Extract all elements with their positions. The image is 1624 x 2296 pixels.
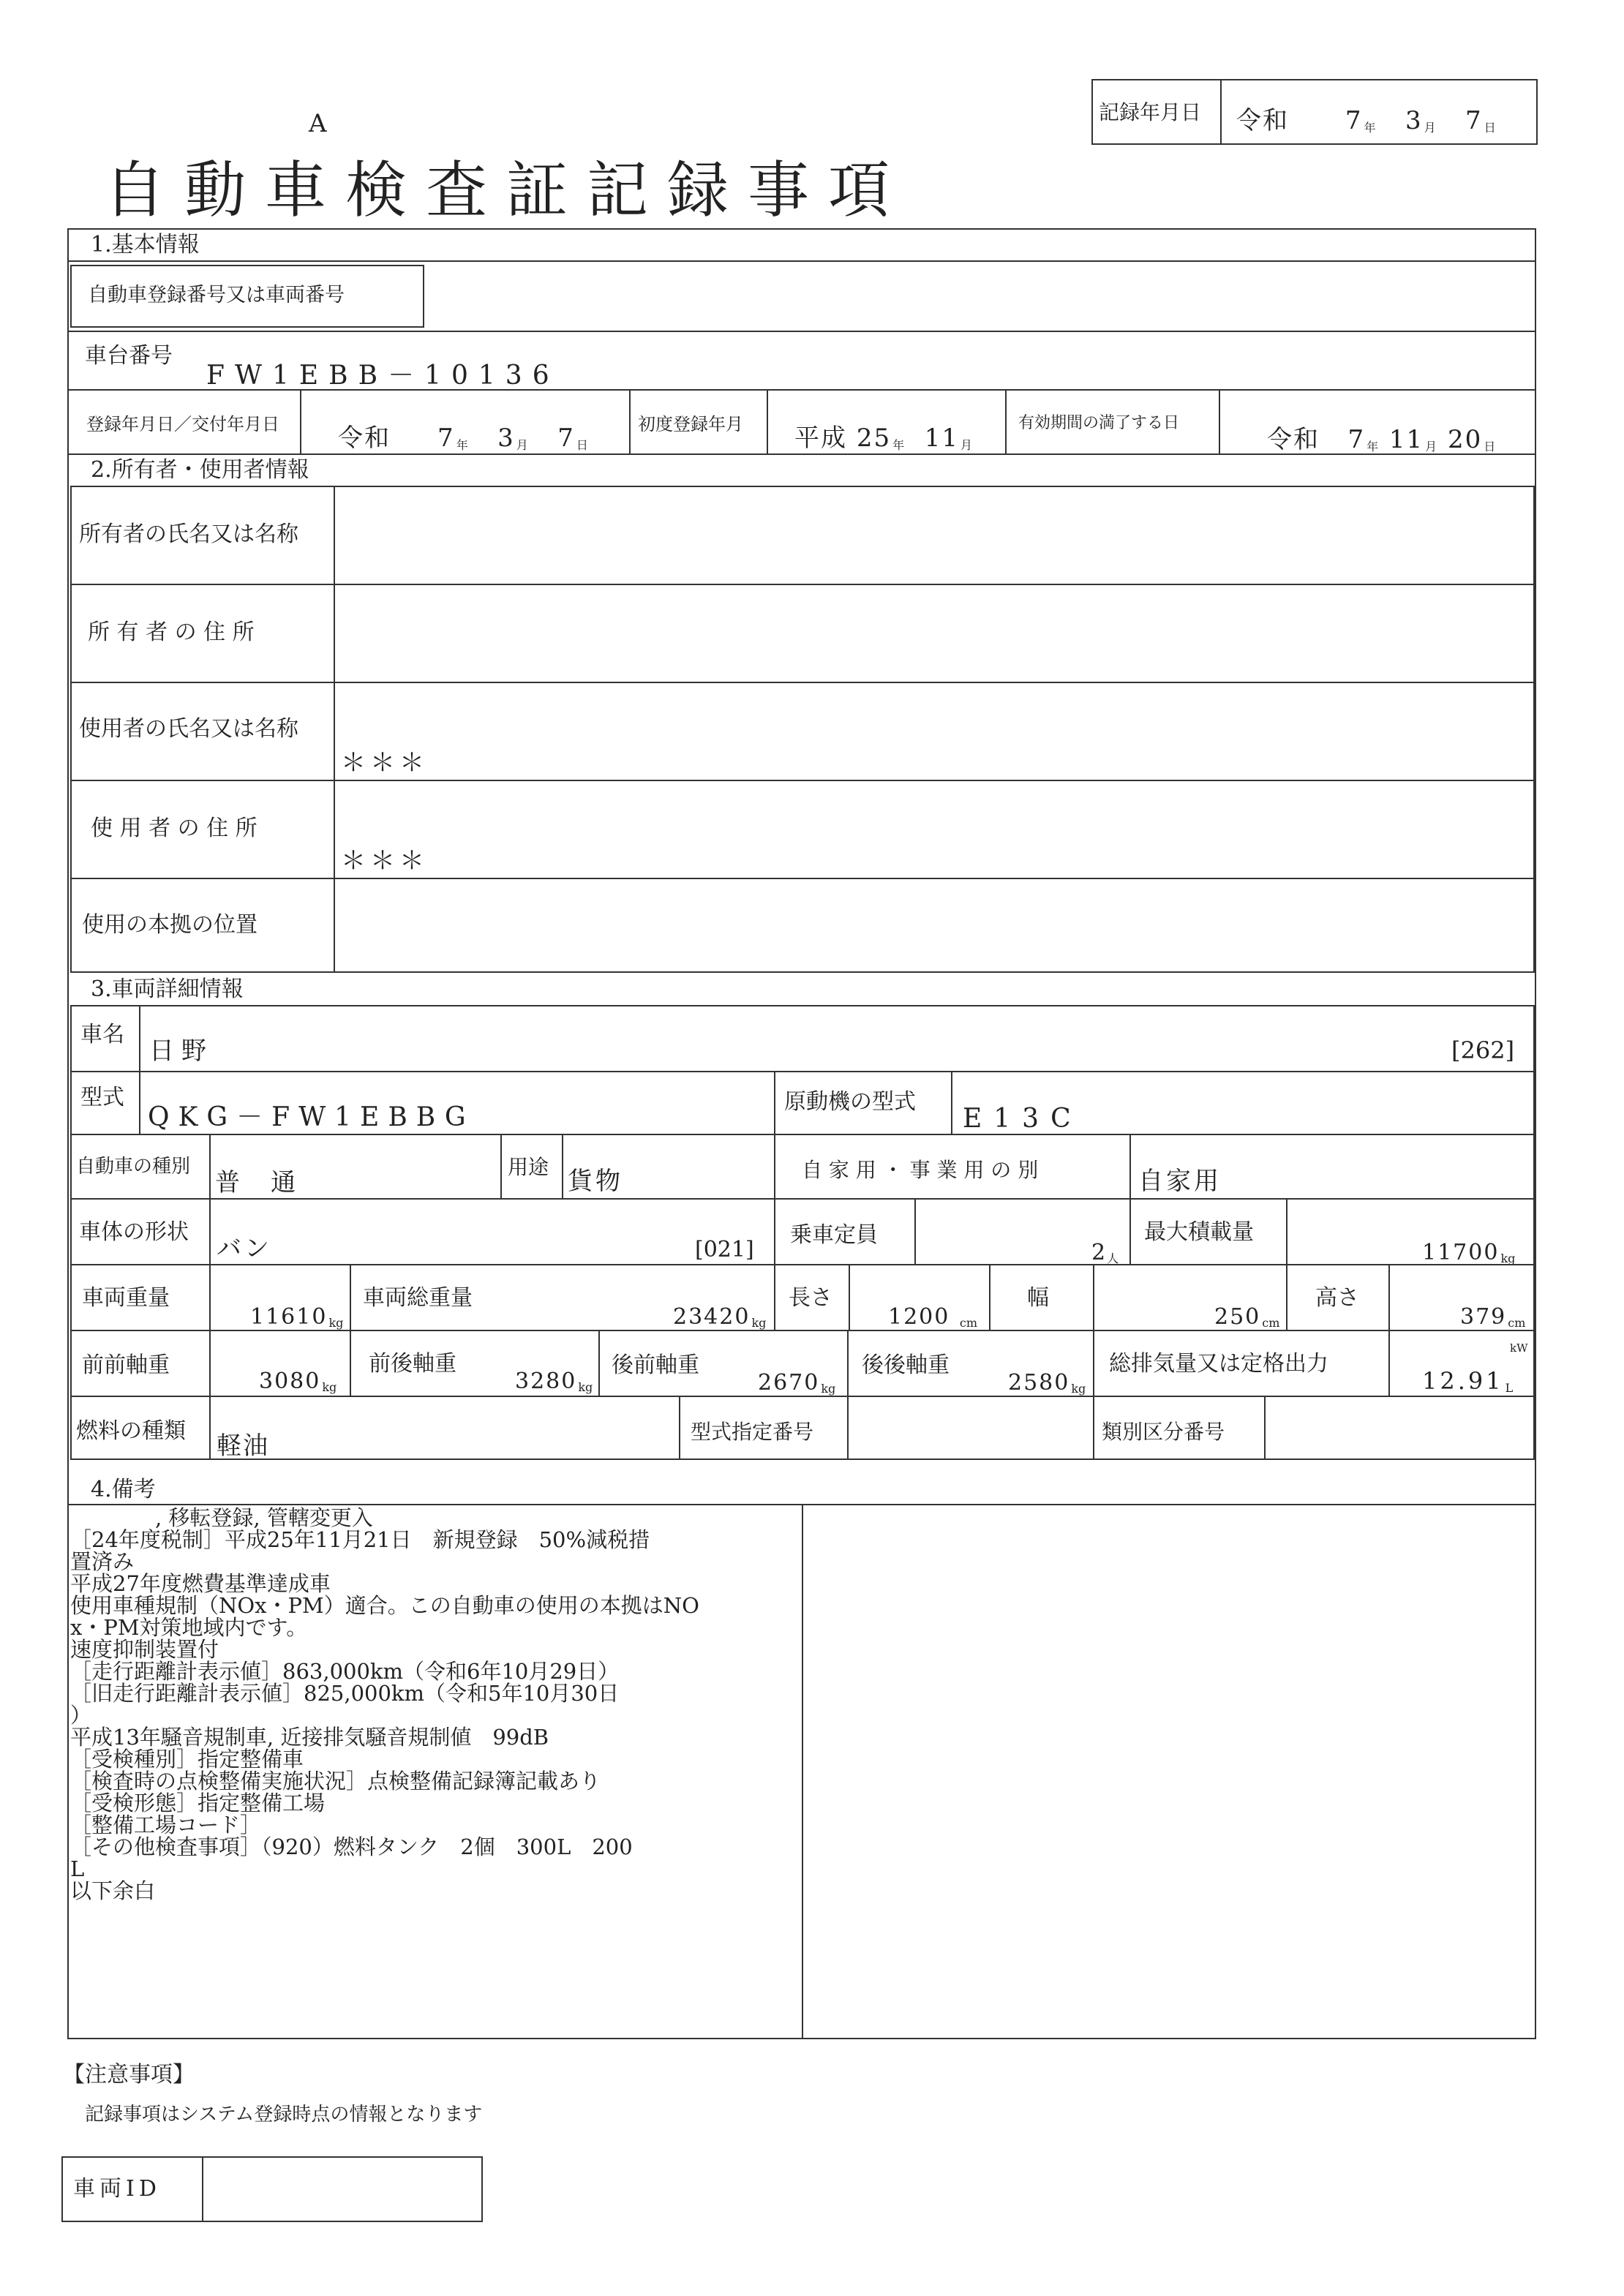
max-load-value: 11700 kg: [1422, 1240, 1516, 1265]
body-shape-label: 車体の形状: [79, 1219, 189, 1245]
chassis-value: FW1EBB－10136: [206, 361, 560, 391]
form-mark: A: [309, 109, 327, 138]
remarks-line: 置済み: [70, 1549, 135, 1574]
width-label: 幅: [1027, 1285, 1049, 1311]
remarks-line: L: [70, 1856, 85, 1881]
rear-front-axle-label: 後前軸重: [612, 1352, 699, 1378]
body-shape-code: [021]: [695, 1237, 754, 1262]
front-front-axle-value: 3080 kg: [259, 1369, 337, 1394]
front-rear-axle-label: 前後軸重: [369, 1351, 456, 1377]
type-designation-label: 型式指定番号: [691, 1420, 814, 1444]
remarks-text: [70, 1507, 802, 1902]
private-business-value: 自家用: [1138, 1167, 1222, 1196]
gross-weight-label: 車両総重量: [363, 1285, 473, 1311]
use-label: 用途: [508, 1155, 549, 1179]
private-business-label: 自 家 用 ・ 事 業 用 の 別: [802, 1158, 1039, 1182]
remarks-line: ）: [70, 1703, 92, 1728]
use-value: 貨物: [568, 1167, 623, 1196]
remarks-line: ［整備工場コード］: [70, 1813, 262, 1837]
remarks-line: ［検査時の点検整備実施状況］点検整備記録簿記載あり: [70, 1769, 601, 1793]
section3-heading: 3.車両詳細情報: [91, 976, 244, 1002]
vehicle-weight-value: 11610 kg: [250, 1304, 344, 1330]
page-title: 自動車検査証記録事項: [104, 154, 909, 226]
expiry-label: 有効期間の満了する日: [1018, 414, 1180, 432]
section1-heading: 1.基本情報: [91, 232, 200, 257]
model-label: 型式: [80, 1085, 124, 1110]
owner-address-label: 所 有 者 の 住 所: [88, 620, 255, 645]
record-date-value: 令和 7 年 3 月 7 日: [1236, 106, 1496, 135]
car-name-value: 日野: [149, 1036, 214, 1066]
height-label: 高さ: [1315, 1285, 1359, 1311]
front-rear-axle-value: 3280 kg: [515, 1369, 593, 1394]
engine-label: 原動機の型式: [784, 1089, 916, 1115]
rear-rear-axle-value: 2580 kg: [1008, 1370, 1086, 1396]
model-value: QKG－FW1EBBG: [148, 1102, 475, 1132]
base-location-label: 使用の本拠の位置: [82, 912, 257, 938]
remarks-line: ［走行距離計表示値］863,000km（令和6年10月29日）: [70, 1659, 620, 1684]
displacement-unit-kw: kW: [1510, 1341, 1528, 1355]
user-address-label: 使 用 者 の 住 所: [91, 816, 257, 841]
height-value: 379 cm: [1460, 1304, 1526, 1330]
user-address-value: ＊＊＊: [341, 846, 429, 876]
gross-weight-value: 23420 kg: [673, 1304, 767, 1330]
length-value: 1200 cm: [888, 1304, 978, 1330]
kind-label: 自動車の種別: [76, 1156, 191, 1178]
capacity-label: 乗車定員: [790, 1222, 878, 1248]
remarks-line: 以下余白: [70, 1878, 156, 1903]
kind-value: 普 通: [215, 1168, 298, 1197]
displacement-value: 12.91 L: [1422, 1367, 1514, 1395]
section2-heading: 2.所有者・使用者情報: [91, 457, 309, 483]
capacity-value: 2 人: [1091, 1240, 1119, 1265]
user-name-label: 使用者の氏名又は名称: [79, 716, 298, 742]
expiry-value: 令和 7 年 11 月 20 日: [1267, 425, 1496, 454]
remarks-line: ［受検種別］指定整備車: [70, 1747, 304, 1772]
fuel-label: 燃料の種類: [76, 1418, 186, 1444]
width-value: 250 cm: [1214, 1304, 1280, 1330]
remarks-line: ［その他検査事項］（920）燃料タンク 2個 300L 200: [70, 1834, 633, 1859]
section4-heading: 4.備考: [91, 1477, 156, 1502]
reg-no-label: 自動車登録番号又は車両番号: [88, 284, 345, 306]
record-date-label: 記録年月日: [1099, 100, 1202, 124]
car-name-code: [262]: [1451, 1036, 1515, 1064]
owner-name-label: 所有者の氏名又は名称: [79, 522, 298, 547]
class-number-label: 類別区分番号: [1102, 1420, 1225, 1444]
user-name-value: ＊＊＊: [341, 748, 429, 778]
chassis-label: 車台番号: [85, 343, 173, 369]
vehicle-id-label: 車両ID: [73, 2176, 161, 2202]
remarks-line: , 移転登録, 管轄変更入: [70, 1505, 373, 1530]
notes-heading: 【注意事項】: [63, 2062, 195, 2088]
remarks-line: 速度抑制装置付: [70, 1637, 219, 1662]
remarks-line: x・PM対策地域内です。: [70, 1615, 308, 1640]
rear-front-axle-value: 2670 kg: [758, 1370, 836, 1396]
notes-text: 記録事項はシステム登録時点の情報となります: [85, 2104, 483, 2126]
fuel-value: 軽油: [217, 1431, 269, 1461]
engine-value: E13C: [963, 1104, 1083, 1134]
remarks-line: 使用車種規制（NOx・PM）適合。この自動車の使用の本拠はNO: [70, 1593, 699, 1618]
max-load-label: 最大積載量: [1144, 1219, 1254, 1245]
remarks-line: ［旧走行距離計表示値］825,000km（令和5年10月30日: [70, 1681, 620, 1706]
first-reg-label: 初度登録年月: [638, 414, 743, 434]
remarks-line: ［受検形態］指定整備工場: [70, 1791, 326, 1815]
remarks-line: ［24年度税制］平成25年11月21日 新規登録 50%減税措: [70, 1527, 650, 1552]
displacement-label: 総排気量又は定格出力: [1109, 1351, 1328, 1377]
rear-rear-axle-label: 後後軸重: [862, 1352, 950, 1378]
front-front-axle-label: 前前軸重: [82, 1352, 170, 1378]
car-name-label: 車名: [80, 1022, 124, 1047]
vehicle-weight-label: 車両重量: [82, 1285, 170, 1311]
length-label: 長さ: [789, 1285, 832, 1311]
remarks-line: 平成27年度燃費基準達成車: [70, 1571, 331, 1596]
remarks-line: 平成13年騒音規制車, 近接排気騒音規制値 99dB: [70, 1725, 549, 1750]
reg-date-value: 令和 7 年 3 月 7 日: [338, 424, 588, 453]
reg-date-label: 登録年月日／交付年月日: [86, 414, 279, 434]
body-shape-value: バン: [217, 1234, 272, 1263]
first-reg-value: 平成 25 年 11 月: [794, 424, 972, 453]
